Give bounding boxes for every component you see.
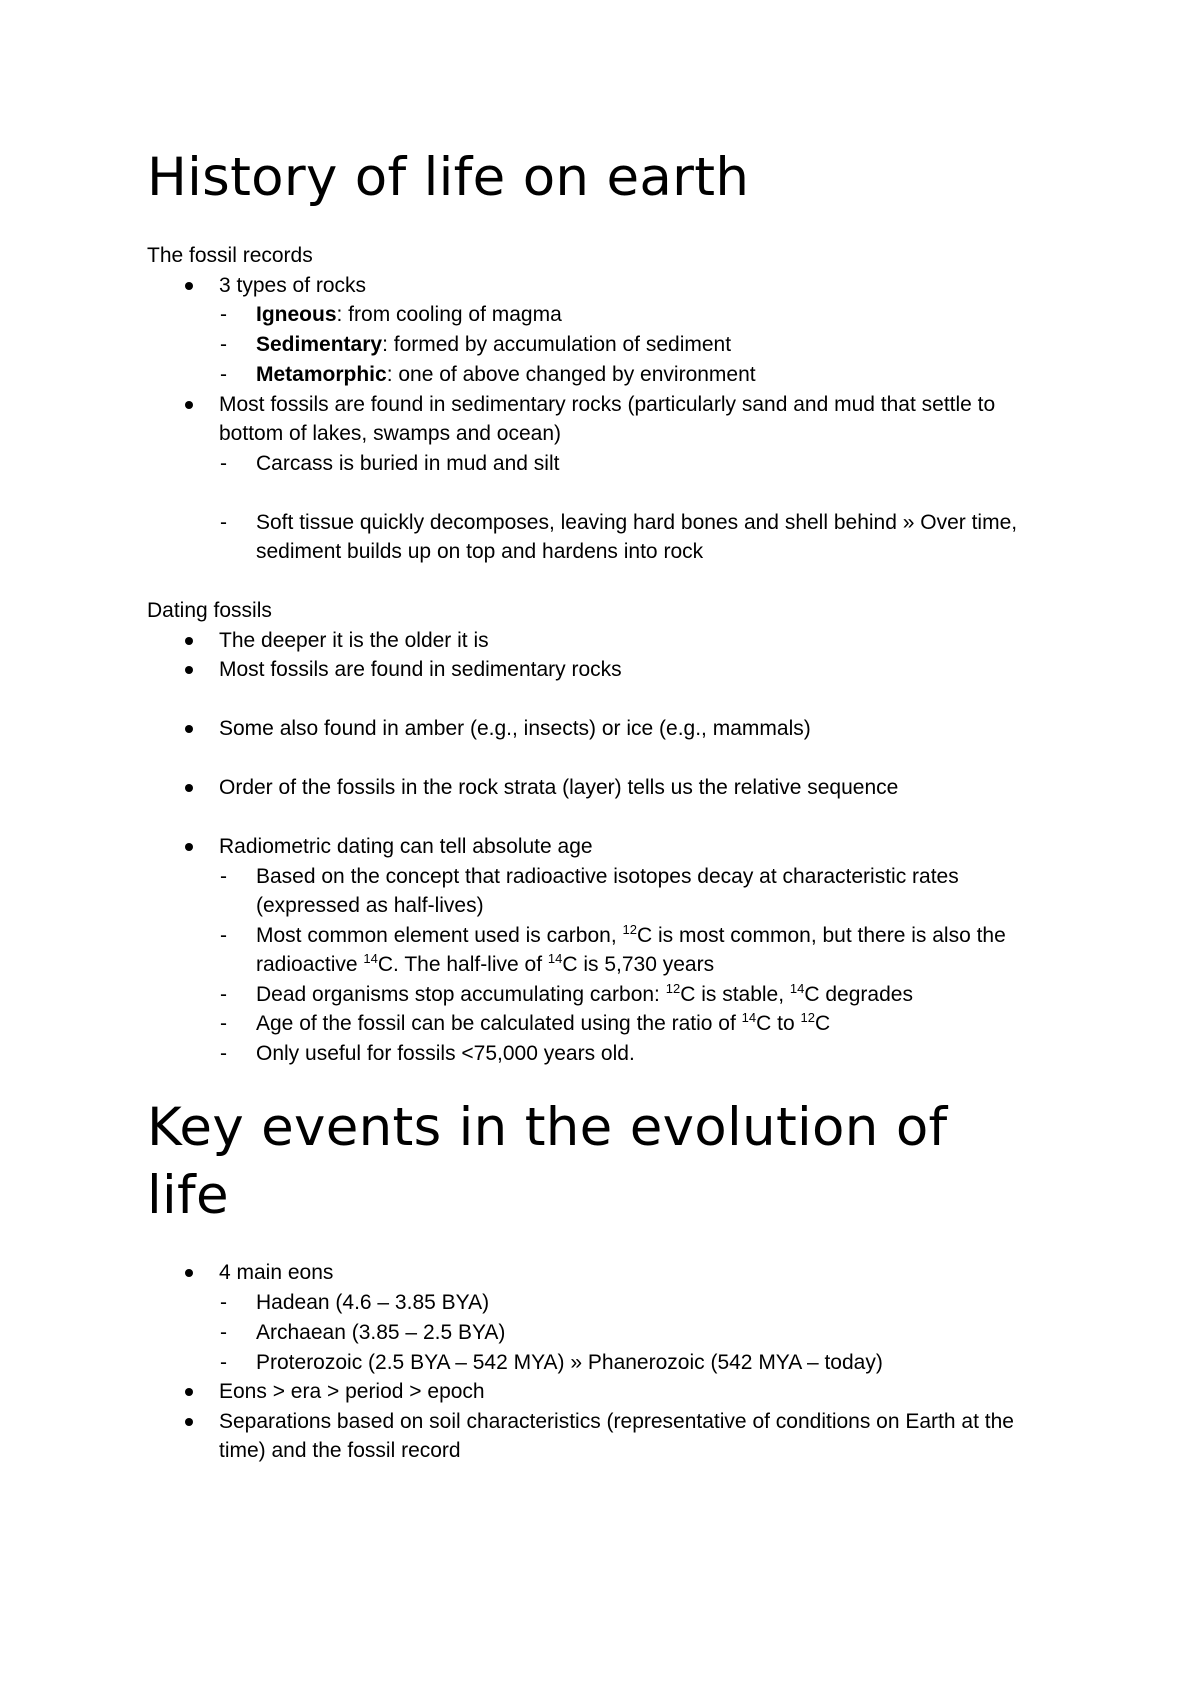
list-item: - Soft tissue quickly decomposes, leaving hard bones and shell behind » Over time,	[256, 510, 1017, 536]
list-item: Most fossils are found in sedimentary rocks	[219, 658, 622, 681]
list-item: - Most common element used is carbon, $^{12}$C is most common, but there is also the	[256, 923, 1006, 949]
list-item: - Only useful for fossils <75,000 years old.	[256, 1041, 635, 1067]
section-title-dating-fossils: Dating fossils	[147, 599, 272, 622]
list-item: - Dead organisms stop accumulating carbon: $^{12}$C is stable, $^{14}$C degrades	[256, 982, 913, 1008]
list-item: - Carcass is buried in mud and silt	[256, 451, 559, 477]
heading-key-events-continuation: life	[147, 1165, 229, 1226]
list-item: Radiometric dating can tell absolute age	[219, 835, 593, 858]
list-item: - Hadean (4.6 – 3.85 BYA)	[256, 1290, 489, 1316]
heading-key-events: Key events in the evolution of	[147, 1097, 948, 1158]
list-item: Eons > era > period > epoch	[219, 1380, 485, 1403]
list-item: - Age of the fossil can be calculated using the ratio of $^{14}$C to $^{12}$C	[256, 1011, 830, 1037]
list-item: 3 types of rocks	[219, 274, 367, 297]
list-item: Order of the fossils in the rock strata (layer) tells us the relative sequence	[219, 776, 899, 799]
list-item: Some also found in amber (e.g., insects) or ice (e.g., mammals)	[219, 717, 811, 740]
list-item-continuation: bottom of lakes, swamps and ocean)	[219, 422, 562, 445]
list-item: Most fossils are found in sedimentary rocks (particularly sand and mud that settle to	[219, 393, 996, 416]
list-item-continuation: (expressed as half-lives)	[256, 894, 484, 917]
list-item: - Archaean (3.85 – 2.5 BYA)	[256, 1320, 505, 1346]
list-item-continuation: sediment builds up on top and hardens into rock	[256, 540, 704, 563]
page-title: History of life on earth	[147, 147, 750, 208]
section-title-fossil-records: The fossil records	[147, 244, 313, 267]
list-item-continuation: time) and the fossil record	[219, 1439, 461, 1462]
list-item: - Sedimentary: formed by accumulation of sediment	[256, 332, 731, 358]
list-item: - Igneous: from cooling of magma	[256, 302, 562, 328]
list-item: Separations based on soil characteristics (representative of conditions on Earth at the	[219, 1410, 1014, 1433]
list-item: - Based on the concept that radioactive isotopes decay at characteristic rates	[256, 864, 959, 890]
list-item: - Metamorphic: one of above changed by environment	[256, 362, 756, 388]
list-item-continuation: radioactive $^{14}$C. The half-live of $^{14}$C is 5,730 years	[256, 951, 715, 976]
list-item: - Proterozoic (2.5 BYA – 542 MYA) » Phanerozoic (542 MYA – today)	[256, 1350, 883, 1376]
list-item: 4 main eons	[219, 1261, 334, 1284]
list-item: The deeper it is the older it is	[219, 629, 489, 652]
